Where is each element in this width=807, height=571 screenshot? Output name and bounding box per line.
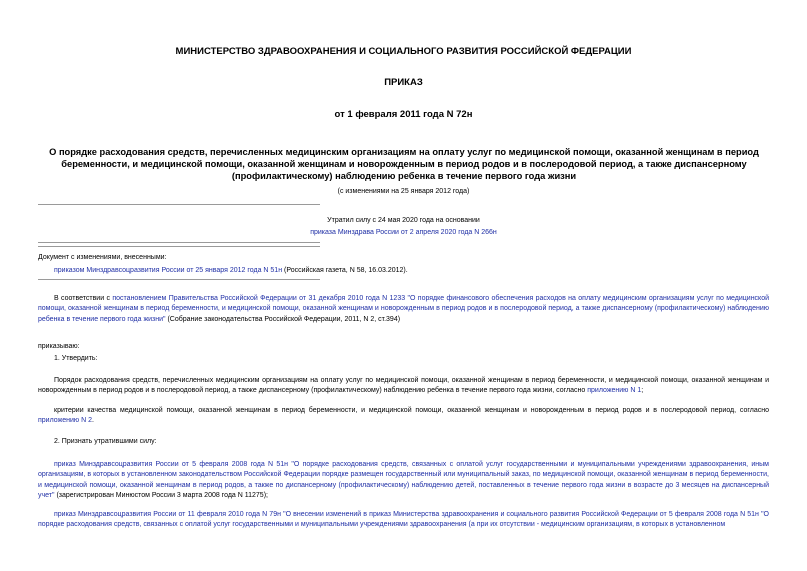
changes-suffix: (Российская газета, N 58, 16.03.2012).	[282, 267, 408, 274]
item1-p2-end: .	[92, 417, 94, 425]
preamble-paragraph	[38, 294, 769, 325]
item2-paragraph-2	[38, 510, 769, 531]
item2-paragraph-1	[38, 460, 769, 502]
order-word: приказываю:	[38, 343, 80, 350]
separator-line	[38, 279, 320, 280]
preamble-suffix: (Собрание законодательства Российской Федерации, 2011, N 2, ст.394)	[165, 315, 401, 323]
item1-paragraph-2	[38, 406, 769, 427]
separator-line	[38, 246, 320, 247]
preamble-prefix: В соответствии с	[54, 295, 113, 302]
amendments-note: (с изменениями на 25 января 2012 года)	[337, 188, 470, 195]
appendix2-link[interactable]: приложению N 2	[38, 417, 93, 425]
item1-label: 1. Утвердить:	[54, 355, 98, 362]
changes-label: Документ с изменениями, внесенными:	[38, 254, 167, 261]
item2-label: 2. Признать утратившими силу:	[54, 438, 157, 445]
item1-p2-text: критерии качества медицинской помощи, оказанной женщинам в период беременности, и медицинской помощи, оказанной женщинам и новорожденным в период родов и в послеродовой период, согласно	[54, 407, 769, 414]
changes-link[interactable]: приказом Минздравсоцразвития России от 25 января 2012 года N 51н	[54, 267, 283, 274]
appendix1-link[interactable]: приложению N 1	[587, 387, 642, 395]
ministry-heading: МИНИСТЕРСТВО ЗДРАВООХРАНЕНИЯ И СОЦИАЛЬНОГО РАЗВИТИЯ РОССИЙСКОЙ ФЕДЕРАЦИИ	[175, 46, 632, 57]
preamble-link[interactable]: постановлением Правительства Российской Федерации от 31 декабря 2010 года N 1233 "О порядке финансового обеспечения расходов на оплату медицинским организациям услуг по медицинской помощи, оказанной женщинам в период беременности, и медицинской помощи, оказанной женщинам и новорожденным в период родов и в послеродовой период, а также диспансерному (профилактическому) наблюдению ребенка в течение первого года жизни"	[38, 295, 770, 323]
order-51n-link[interactable]: приказ Минздравсоцразвития России от 5 февраля 2008 года N 51н "О порядке расходования средств, связанных с оплатой услуг государственными и муниципальными учреждениями здравоохранения, иным организациям, в которых в установленном законодательством Российской Федерации порядке размещен государственный или муниципальный заказ, по медицинской помощи, оказанной женщинам в период беременности, и медицинской помощи, оказанной женщинам в период родов, а также по диспансерному (профилактическому) наблюдению детей, поставленных в течение первого года жизни в возрасте до 3 месяцев на диспансерный учет"	[38, 461, 769, 500]
item1-p1-text: Порядок расходования средств, перечисленных медицинским организациям на оплату услуг по медицинской помощи, оказанной женщинам в период беременности, и медицинской помощи, оказанной женщинам и новорожденным в период родов и в послеродовой период, а также диспансерному (профилактическому) наблюдению ребенка в течение первого года жизни, согласно	[38, 377, 769, 395]
document-title: О порядке расходования средств, перечисленных медицинским организациям на оплату услуг по медицинской помощи, оказанной женщинам в период беременности, и медицинской помощи, оказанной женщинам и новорожденным в период родов и в послеродовой период, а также диспансерному (профилактическому) наблюдению ребенка в течение первого года жизни	[49, 147, 759, 181]
item1-paragraph-1	[38, 376, 769, 397]
changes-note	[38, 266, 769, 276]
doc-type-heading: ПРИКАЗ	[384, 77, 423, 88]
separator-line	[38, 242, 320, 243]
repeal-note: Утратил силу с 24 мая 2020 года на основании	[327, 217, 480, 224]
repeal-link[interactable]: приказа Минздрава России от 2 апреля 2020 года N 266н	[310, 229, 497, 236]
item2-p1-suffix: (зарегистрирован Минюстом России 3 марта 2008 года N 11275);	[54, 492, 268, 500]
item1-p1-end: ;	[641, 387, 644, 395]
date-number-heading: от 1 февраля 2011 года N 72н	[334, 109, 473, 120]
separator-line	[38, 204, 320, 205]
order-79n-link[interactable]: приказ Минздравсоцразвития России от 11 февраля 2010 года N 79н "О внесении изменений в приказ Министерства здравоохранения и социального развития Российской Федерации от 5 февраля 2008 года N 51н "О порядке расходования средств, связанных с оплатой услуг государственными и муниципальными учреждениями здравоохранения (а при их отсутствии - медицинским организациям, в которых в установленном	[38, 511, 769, 529]
